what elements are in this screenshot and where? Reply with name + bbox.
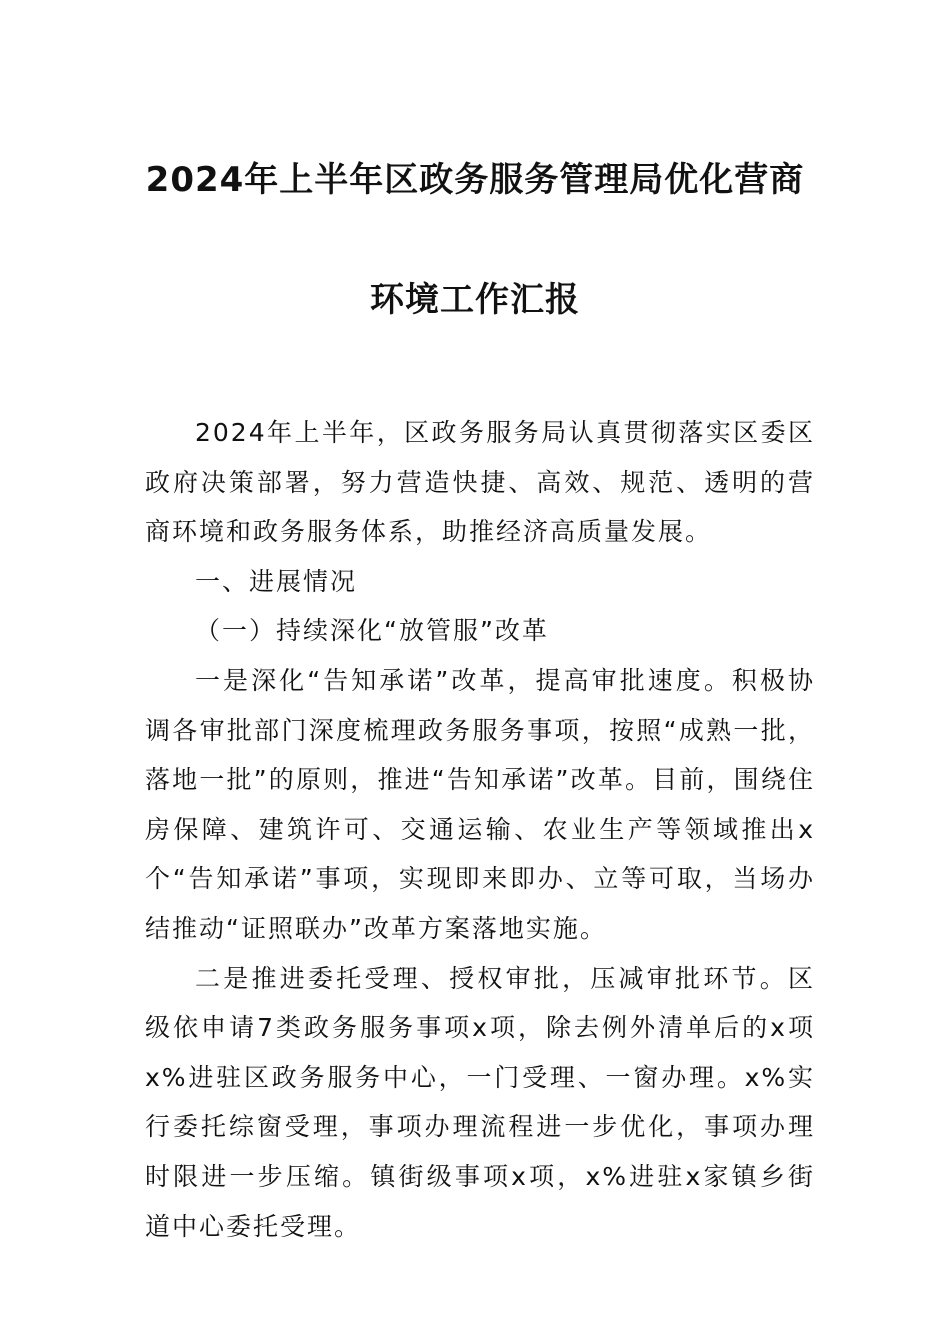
body-paragraph: 二是推进委托受理、授权审批，压减审批环节。区级依申请7类政务服务事项x项，除去例外清单后的x项x%进驻区政务服务中心，一门受理、一窗办理。x%实行委托综窗受理，事项办理流程进一步优化，事项办理时限进一步压缩。镇街级事项x项，x%进驻x家镇乡街道中心委托受理。	[145, 963, 815, 1241]
document-title-line-1: 2024年上半年区政务服务管理局优化营商	[145, 160, 805, 200]
document-title-line-2: 环境工作汇报	[370, 280, 580, 320]
section-heading: 一、进展情况	[195, 566, 358, 596]
subsection-heading: （一）持续深化“放管服”改革	[195, 616, 549, 646]
intro-paragraph: 2024年上半年，区政务服务局认真贯彻落实区委区政府决策部署，努力营造快捷、高效、规范、透明的营商环境和政务服务体系，助推经济高质量发展。	[145, 418, 815, 547]
body-paragraph: 一是深化“告知承诺”改革，提高审批速度。积极协调各审批部门深度梳理政务服务事项，按照“成熟一批，落地一批”的原则，推进“告知承诺”改革。目前，围绕住房保障、建筑许可、交通运输、农业生产等领域推出x个“告知承诺”事项，实现即来即办、立等可取，当场办结推动“证照联办”改革方案落地实施。	[145, 665, 815, 943]
document-body	[145, 408, 815, 1251]
